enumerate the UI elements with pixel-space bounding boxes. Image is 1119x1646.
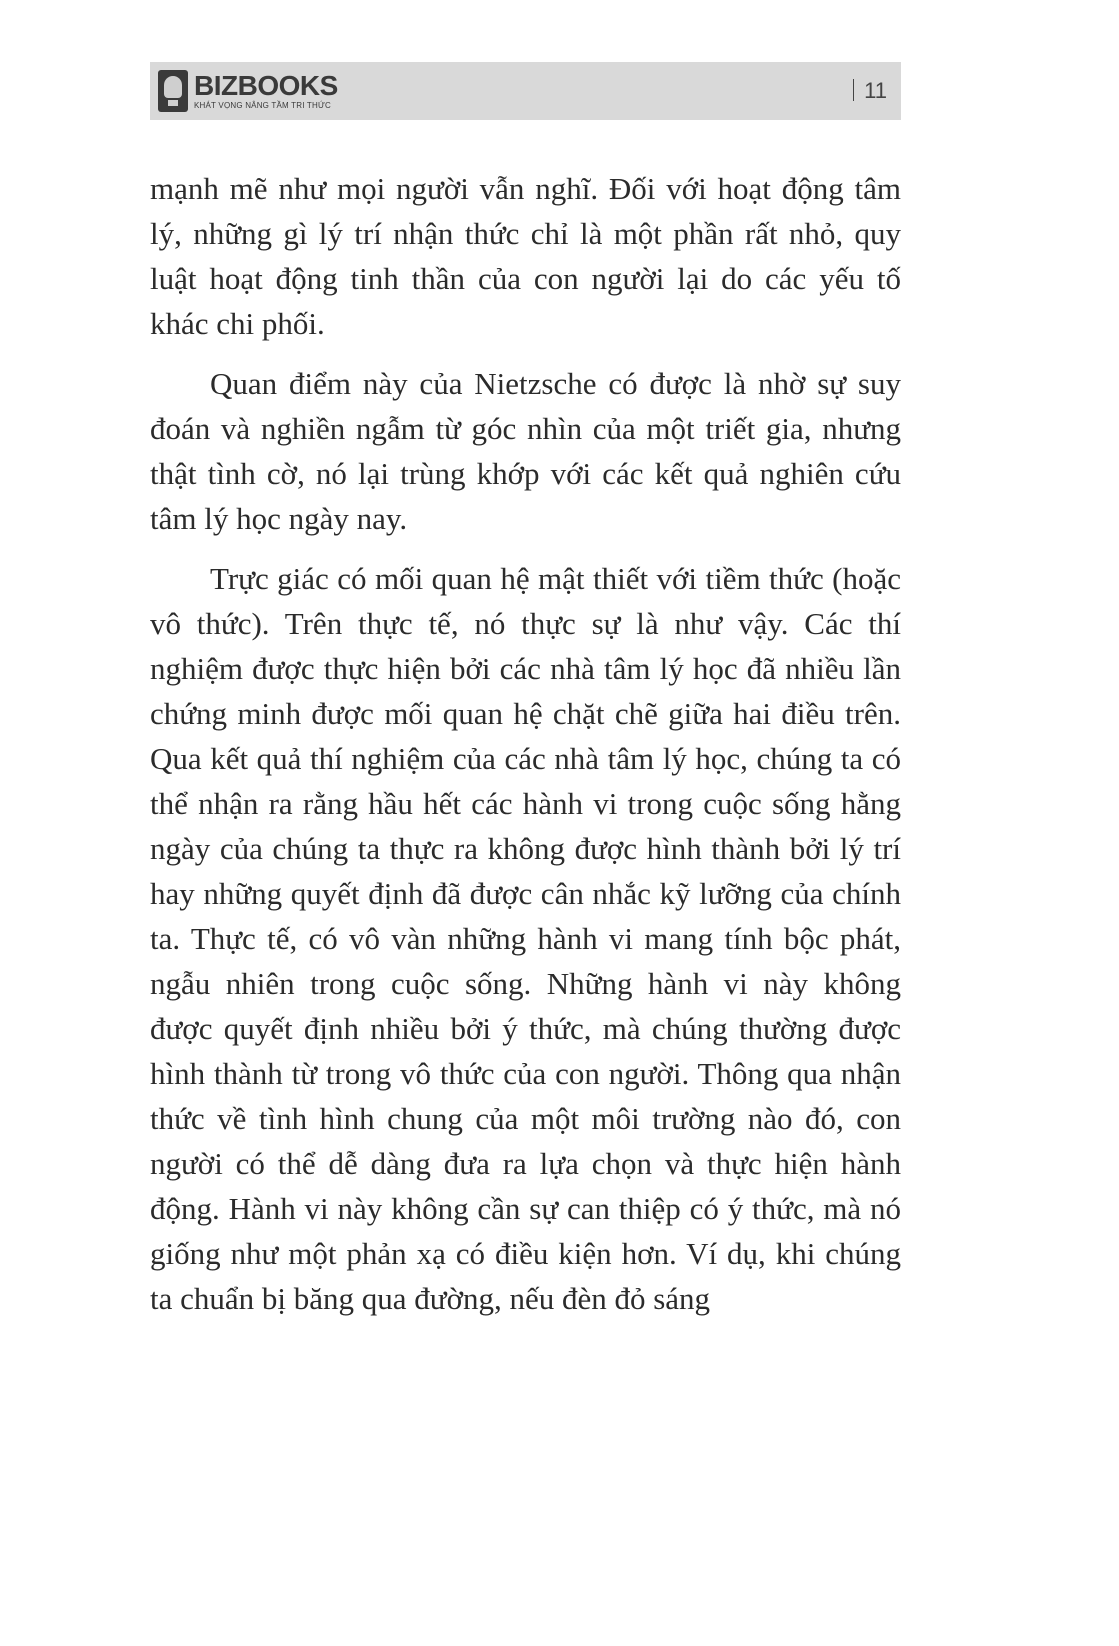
paragraph-2: Quan điểm này của Nietzsche có được là nhờ sự suy đoán và nghiền ngẫm từ góc nhìn của một triết gia, nhưng thật tình cờ, nó lại trùng khớp với các kết quả nghiên cứu tâm lý học ngày nay. (150, 366, 901, 536)
publisher-logo (158, 67, 338, 115)
brand-tagline: KHÁT VỌNG NÂNG TẦM TRI THỨC (194, 101, 331, 110)
paragraph-3: Trực giác có mối quan hệ mật thiết với tiềm thức (hoặc vô thức). Trên thực tế, nó thực sự là như vậy. Các thí nghiệm được thực hiện bởi các nhà tâm lý học đã nhiều lần chứng minh được mối quan hệ chặt chẽ giữa hai điều trên. Qua kết quả thí nghiệm của các nhà tâm lý học, chúng ta có thể nhận ra rằng hầu hết các hành vi trong cuộc sống hằng ngày của chúng ta thực ra không được hình thành bởi lý trí hay những quyết định đã được cân nhắc kỹ lưỡng của chính ta. Thực tế, có vô vàn những hành vi mang tính bộc phát, ngẫu nhiên trong cuộc sống. Những hành vi này không được quyết định nhiều bởi ý thức, mà chúng thường được hình thành từ trong vô thức của con người. Thông qua nhận thức về tình hình chung của một môi trường nào đó, con người có thể dễ dàng đưa ra lựa chọn và thực hiện hành động. Hành vi này không cần sự can thiệp có ý thức, mà nó giống như một phản xạ có điều kiện hơn. Ví dụ, khi chúng ta chuẩn bị băng qua đường, nếu đèn đỏ sáng (150, 561, 901, 1316)
page-number-separator (853, 79, 855, 101)
bizbooks-logo-icon (158, 70, 188, 112)
brand-name: BIZBOOKS (194, 70, 338, 101)
page-number-value: 11 (864, 78, 887, 103)
logo-text (194, 72, 338, 110)
body-text (150, 166, 901, 1336)
page-number (853, 78, 887, 104)
paragraph-1: mạnh mẽ như mọi người vẫn nghĩ. Đối với hoạt động tâm lý, những gì lý trí nhận thức chỉ là một phần rất nhỏ, quy luật hoạt động tinh thần của con người lại do các yếu tố khác chi phối. (150, 171, 901, 341)
running-header (150, 62, 901, 120)
